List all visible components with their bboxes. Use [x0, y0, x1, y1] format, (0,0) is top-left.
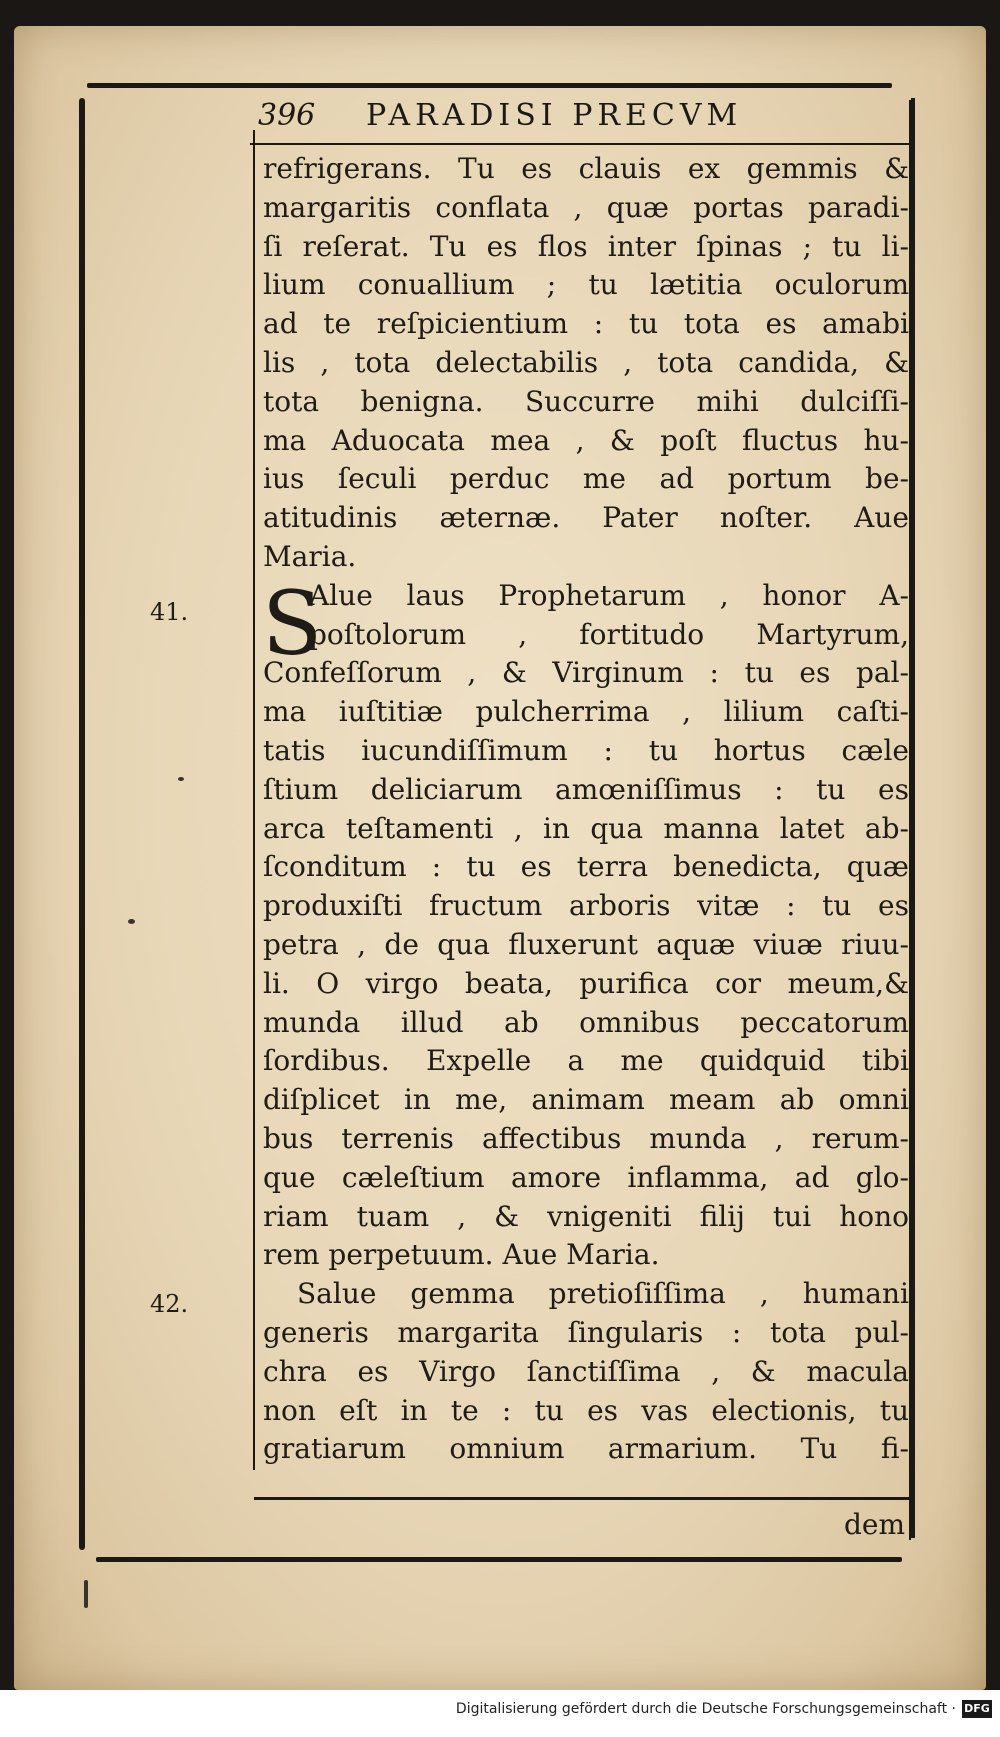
body-line: lis , tota delectabilis , tota candida, &: [263, 345, 909, 379]
frame-rule-left: [79, 98, 85, 1550]
section-41-line: riam tuam , & vnigeniti filij tui hono: [263, 1199, 909, 1233]
body-line: Maria.: [263, 539, 357, 573]
section-41-line: ſordibus. Expelle a me quidquid tibi: [263, 1044, 909, 1078]
text-column-rule-right: [909, 100, 911, 1540]
frame-rule-right: [911, 98, 915, 1538]
page-header: [258, 92, 908, 138]
section-41-line: tatis iucundiſſimum : tu hortus cæle: [263, 733, 909, 767]
ink-mark: [84, 1580, 88, 1608]
ink-speck: [178, 777, 184, 781]
body-line: ma Aduocata mea , & poſt fluctus hu-: [263, 423, 909, 457]
section-41-line: bus terrenis affectibus munda , rerum-: [263, 1121, 909, 1155]
page-number: 396: [258, 98, 316, 133]
frame-rule-top: [87, 83, 892, 88]
body-line: lium conuallium ; tu lætitia oculorum: [263, 268, 909, 302]
header-rule: [250, 143, 911, 145]
frame-rule-bottom: [96, 1557, 902, 1562]
section-41-line: petra , de qua fluxerunt aquæ viuæ riuu-: [263, 927, 909, 961]
running-title: PARADISI PRECVM: [366, 98, 743, 133]
section-41-line: ma iuſtitiæ pulcherrima , lilium caſti-: [263, 695, 909, 729]
section-number-41: 41.: [150, 598, 189, 626]
section-41-line: li. O virgo beata, purifica cor meum,&: [263, 966, 909, 1000]
section-42-line: generis margarita ſingularis : tota pul-: [263, 1315, 909, 1349]
section-41-line: que cæleſtium amore inflamma, ad glo-: [263, 1160, 909, 1194]
section-41-line: Alue laus Prophetarum , honor A-: [309, 578, 909, 612]
catchword: dem: [843, 1508, 905, 1541]
section-41-line: ſconditum : tu es terra benedicta, quæ: [263, 850, 909, 884]
text-column-rule-left: [253, 130, 255, 1470]
dfg-logo-icon: DFG: [962, 1700, 992, 1718]
footer-rule: [254, 1497, 910, 1500]
section-41-line: ſtium deliciarum amœniſſimus : tu es: [263, 772, 909, 806]
section-42-line: non eſt in te : tu es vas electionis, tu: [263, 1393, 909, 1427]
body-text: [263, 150, 909, 1469]
section-41-line: poſtolorum , fortitudo Martyrum,: [309, 617, 909, 651]
body-line: margaritis conflata , quæ portas paradi-: [263, 190, 909, 224]
body-line: refrigerans. Tu es clauis ex gemmis &: [263, 152, 909, 185]
section-42-line: Salue gemma pretioſiſſima , humani: [297, 1277, 909, 1311]
section-41-line: diſplicet in me, animam meam ab omni: [263, 1083, 909, 1117]
section-42-line: gratiarum omnium armarium. Tu fi-: [263, 1432, 909, 1466]
section-number-42: 42.: [150, 1290, 189, 1318]
section-41-dropcap: S: [262, 572, 323, 675]
section-41-line: rem perpetuum. Aue Maria.: [263, 1238, 660, 1272]
section-41-line: munda illud ab omnibus peccatorum: [263, 1005, 909, 1039]
body-line: tota benigna. Succurre mihi dulciſſi-: [263, 384, 909, 418]
body-line: atitudinis æternæ. Pater noſter. Aue: [263, 501, 909, 535]
section-41-line: arca teſtamenti , in qua manna latet ab-: [263, 811, 909, 845]
section-41-line: produxiſti fructum arboris vitæ : tu es: [263, 889, 909, 923]
body-line: ſi reſerat. Tu es flos inter ſpinas ; tu li-: [263, 229, 909, 263]
body-line: ius ſeculi perduc me ad portum be-: [263, 462, 909, 496]
section-42-line: chra es Virgo ſanctiſſima , & macula: [263, 1354, 909, 1388]
footer-bar: [0, 1690, 1000, 1737]
ink-speck: [128, 919, 135, 924]
body-line: ad te reſpicientium : tu tota es amabi: [263, 307, 909, 341]
section-41-line: Confeſſorum , & Virginum : tu es pal-: [263, 656, 909, 690]
digitization-credit: Digitalisierung gefördert durch die Deutsche Forschungsgemeinschaft ·: [455, 1701, 956, 1717]
